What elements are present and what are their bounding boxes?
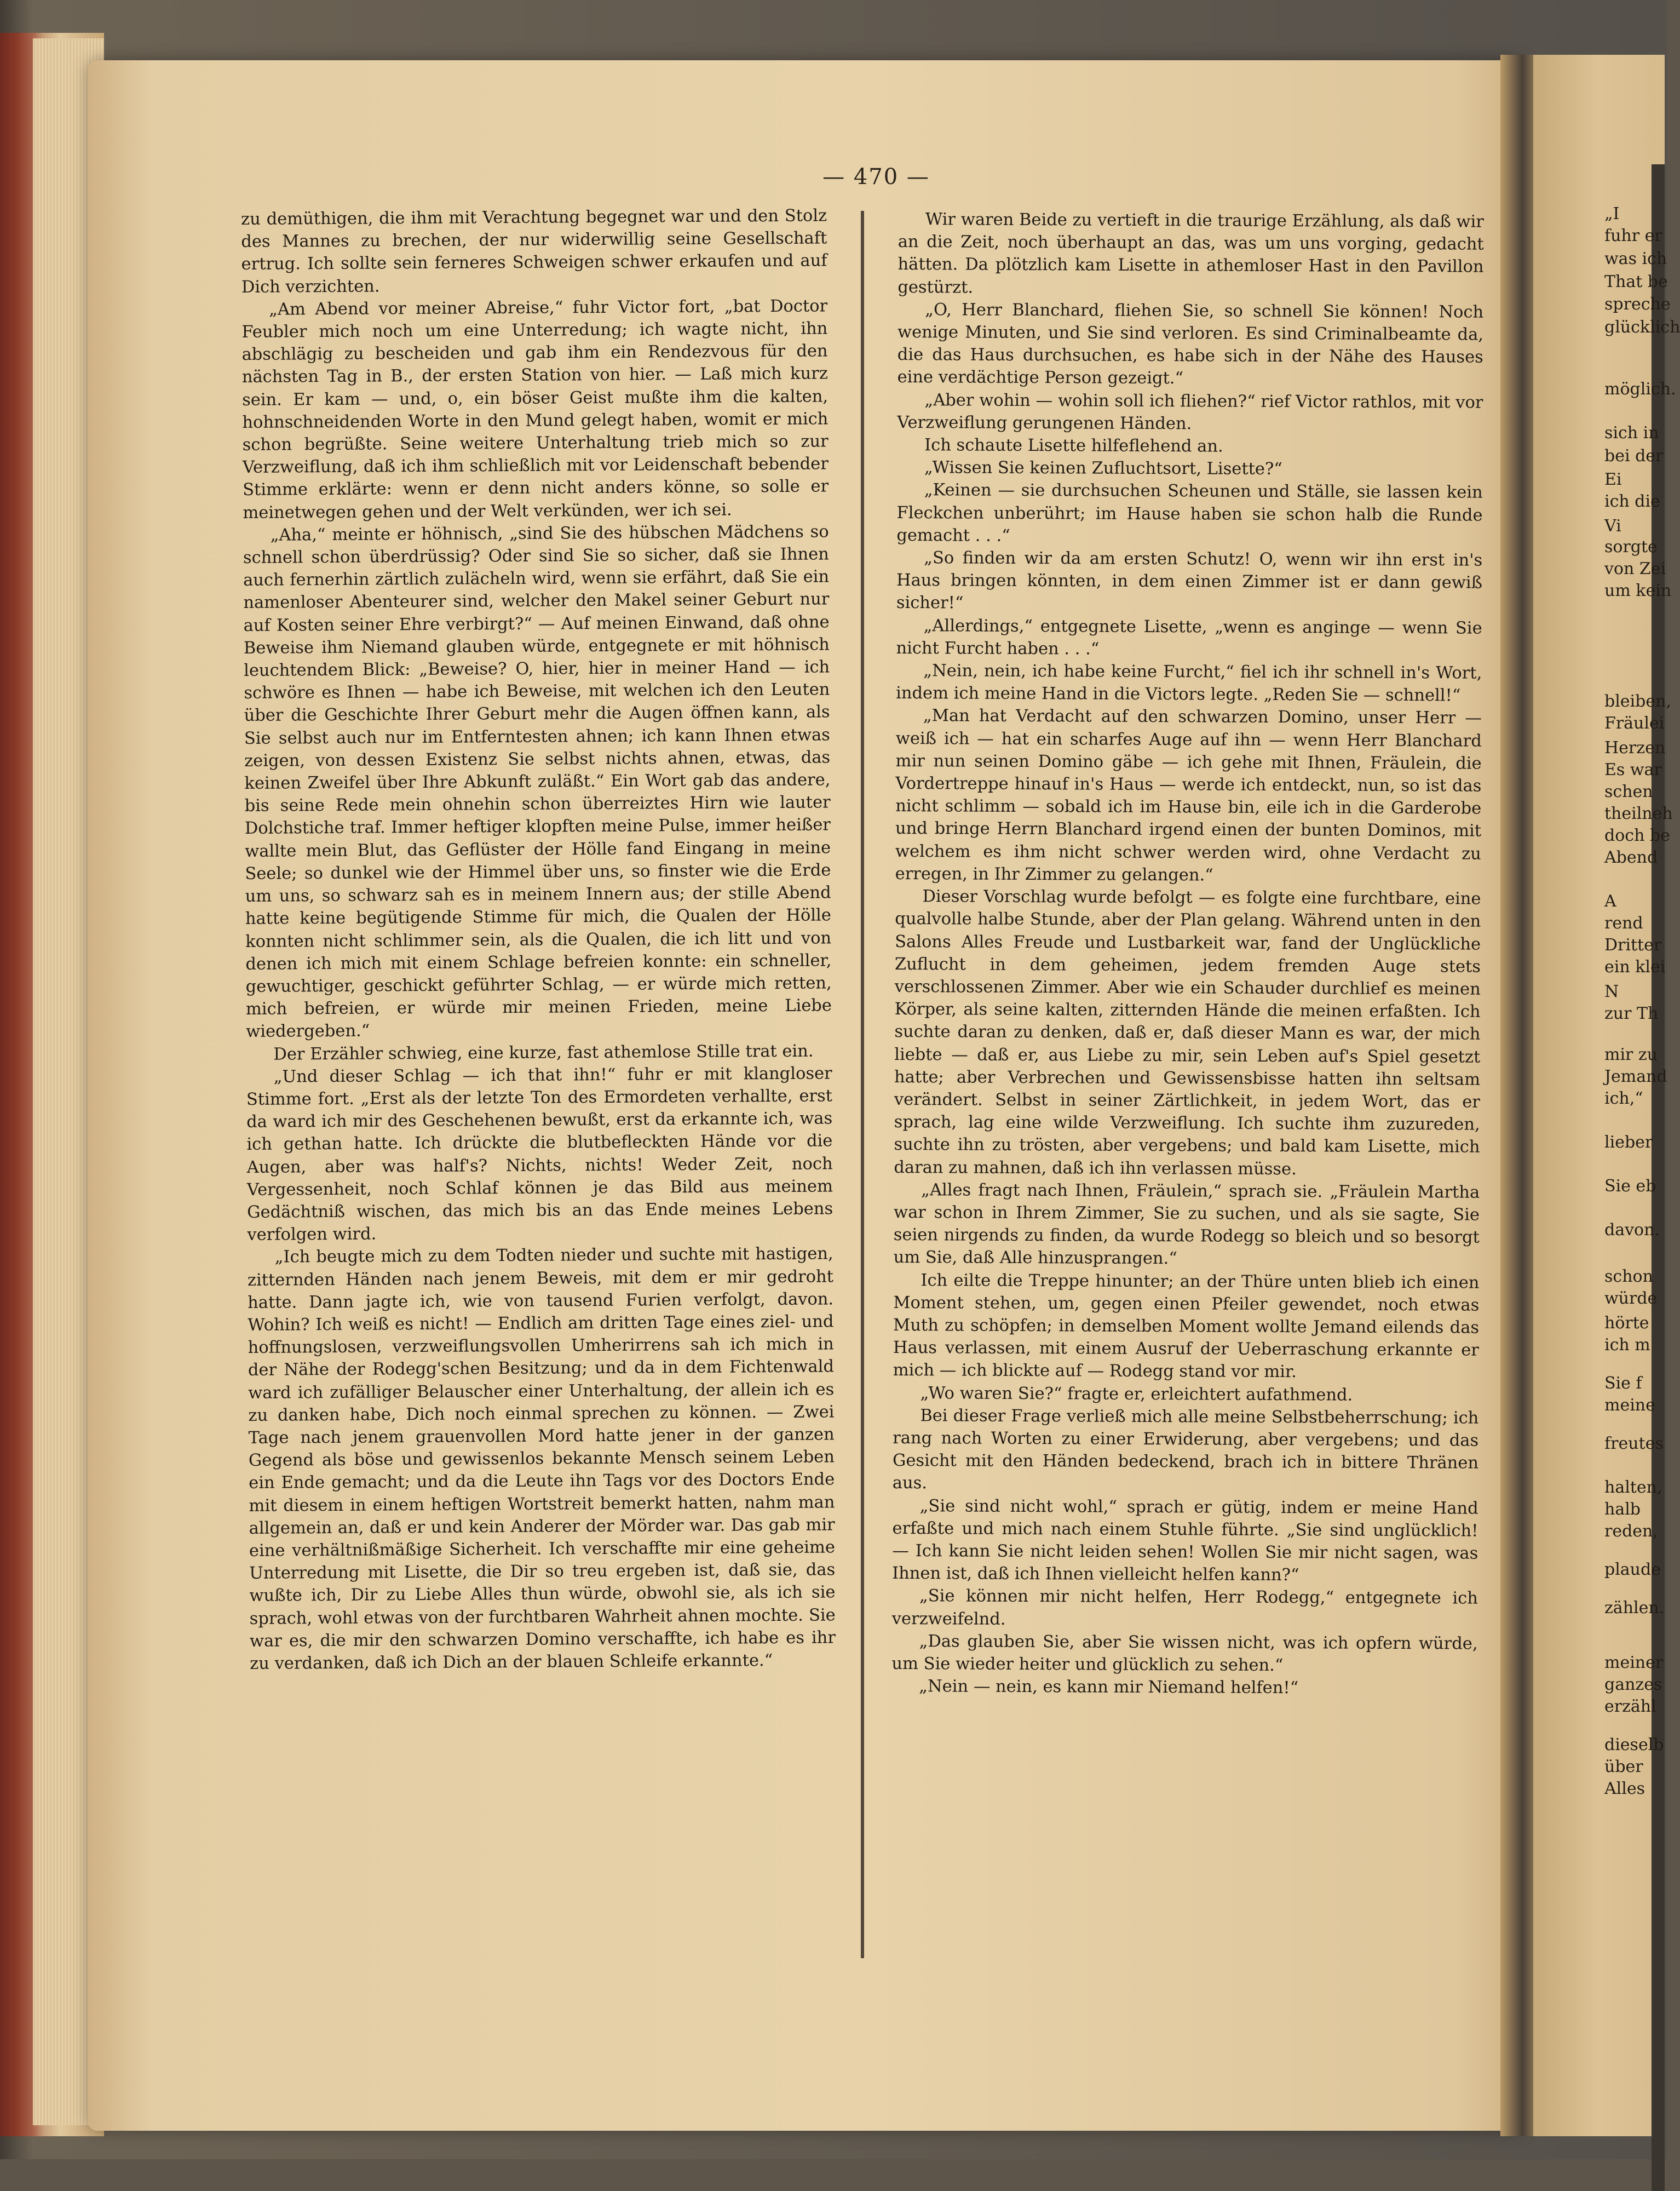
next-page-text-fragment: Vi xyxy=(1604,517,1621,536)
next-page-text-fragment: Es war xyxy=(1604,760,1662,779)
next-page-text-fragment: meine xyxy=(1604,1396,1655,1415)
paragraph: „Ich beugte mich zu dem Todten nieder und suchte mit hastigen, zitternden Händen nach jenem Beweis, mit dem er mir gedroht hatte. Dann jagte ich, wie von tausend Furien verfolgt, davon. Wohin? Ich weiß es nicht! — Endlich am dritten Tage eines ziel- und hoffnungslosen, verzweiflungsvollen Umherirrens sah ich mich in der Nähe der Rodegg'schen Besitzung; und da in dem Fichtenwald ward ich zufälliger Belauscher einer Unterhaltung, der allein ich es zu danken habe, Dich noch einmal sprechen zu können. — Zwei Tage nach jenem grauenvollen Mord hatte jener in der ganzen Gegend als böse und gewissenlos bekannte Mensch seinem Leben ein Ende gemacht; und da die Leute ihn Tags vor des Doctors Ende mit diesem in einem heftigen Wortstreit bemerkt hatten, nahm man allgemein an, daß er und kein Anderer der Mörder war. Das gab mir eine verhältnißmäßige Sicherheit. Ich verschaffte mir eine geheime Unterredung mit Lisette, die Dir so treu ergeben ist, daß sie, das wußte ich, Dir zu Liebe Alles thun würde, obwohl sie, als ich sie sprach, wohl etwas von der furchtbaren Wahrheit ahnen mochte. Sie war es, die mir den schwarzen Domino verschaffte, ich habe es ihr zu verdanken, daß ich Dich an der blauen Schleife erkannte.“ xyxy=(247,1244,836,1673)
paragraph: „Alles fragt nach Ihnen, Fräulein,“ sprach sie. „Fräulein Martha war schon in Ihrem Zimmer, Sie zu suchen, und als sie sagte, Sie seien nirgends zu finden, da wurde Rodegg so bleich und so besorgt um Sie, daß Alle hinzusprangen.“ xyxy=(893,1180,1480,1269)
next-page-text-fragment: sich in xyxy=(1604,423,1659,443)
paragraph: Der Erzähler schwieg, eine kurze, fast athemlose Stille trat ein. xyxy=(273,1041,814,1064)
column-divider xyxy=(861,211,864,1958)
next-page-text-fragment: theilneh xyxy=(1604,804,1673,823)
next-page-text-fragment: meiner xyxy=(1604,1653,1664,1672)
next-page-text-fragment: N xyxy=(1604,982,1619,1001)
paragraph: „So finden wir da am ersten Schutz! O, wenn wir ihn erst in's Haus bringen könnten, in dem einen Zimmer ist er dann gewiß sicher!“ xyxy=(896,548,1483,613)
next-page-text-fragment: mir zu xyxy=(1604,1045,1658,1064)
paragraph: „Nein, nein, ich habe keine Furcht,“ fiel ich ihr schnell in's Wort, indem ich meine Hand in die Victors legte. „Reden Sie — schnell!“ xyxy=(896,661,1482,706)
paragraph: „Keinen — sie durchsuchen Scheunen und Ställe, sie lassen kein Fleckchen unberührt; im Hause haben sie schon halb die Runde gemacht . . .“ xyxy=(896,480,1483,546)
next-page-edge xyxy=(1533,55,1665,2136)
paragraph: „Aber wohin — wohin soll ich fliehen?“ rief Victor rathlos, mit vor Verzweiflung gerungenen Händen. xyxy=(897,390,1483,434)
next-page-text-fragment: ich die xyxy=(1604,492,1660,511)
text-column-left xyxy=(241,204,836,1675)
next-page-text-fragment: ich,“ xyxy=(1604,1089,1643,1108)
next-page-text-fragment: That be xyxy=(1604,272,1668,291)
next-page-text-fragment: über xyxy=(1604,1757,1643,1776)
paragraph: „Wo waren Sie?“ fragte er, erleichtert aufathmend. xyxy=(920,1383,1353,1405)
next-page-text-fragment: Dritter xyxy=(1604,936,1662,955)
next-page-text-fragment: Jemand xyxy=(1604,1067,1667,1086)
paragraph: Dieser Vorschlag wurde befolgt — es folgte eine furchtbare, eine qualvolle halbe Stunde, aber der Plan gelang. Während unten in den Salons Alles Freude und Lustbarkeit war, fand der Unglückliche Zuflucht in dem geheimen, jedem fremden Auge stets verschlossenen Zimmer. Aber wie ein Schauder durchlief es meinen Körper, als seine kalten, zitternden Hände die meinen erfaßten. Ich suchte daran zu denken, daß er, daß dieser Mann es war, der mich liebte — daß er, aus Liebe zu mir, sein Leben auf's Spiel gesetzt hatte; aber Verbrechen und Gewissensbisse hatten ihn seltsam verändert. Selbst in seiner Zärtlichkeit, in jedem Wort, das er sprach, lag eine wilde Verzweiflung. Ich suchte ihm zuzureden, suchte ihn zu trösten, aber vergebens; und bald kam Lisette, mich daran zu mahnen, daß ich ihn verlassen müsse. xyxy=(894,887,1481,1179)
next-page-text-fragment: dieselb xyxy=(1604,1735,1664,1754)
next-page-text-fragment: bleiben, xyxy=(1604,692,1671,711)
next-page-text-fragment: A xyxy=(1604,892,1616,911)
paragraph: „Aha,“ meinte er höhnisch, „sind Sie des hübschen Mädchens so schnell schon überdrüssig? Oder sind Sie so sicher, daß sie Ihnen auch fernerhin zärtlich zulächeln wird, wenn sie erfährt, daß Sie ein namenloser Abenteurer sind, welcher den Makel seiner Geburt nur auf Kosten seiner Ehre verbirgt?“ — Auf meinen Einwand, daß ohne Beweise ihm Niemand glauben würde, entgegnete er mit höhnisch leuchtendem Blick: „Beweise? O, hier, hier in meiner Hand — ich schwöre es Ihnen — habe ich Beweise, mit welchen ich den Leuten über die Geschichte Ihrer Geburt mehr die Augen öffnen kann, als Sie selbst auch nur im Entferntesten ahnen; ich kann Ihnen etwas zeigen, von dessen Existenz Sie selbst nichts ahnen, etwas, das keinen Zweifel über Ihre Abkunft zuläßt.“ Ein Wort gab das andere, bis seine Rede mein ohnehin schon überreiztes Hirn wie lauter Dolchstiche traf. Immer heftiger klopften meine Pulse, immer heißer wallte mein Blut, das Geflüster der Hölle fand Eingang in meine Seele; so dunkel wie der Himmel über uns, so finster wie die Erde um uns, so schwarz sah es in meinem Innern aus; der stille Abend hatte keine begütigende Stimme für mich, die Qualen der Hölle konnten nicht schlimmer sein, als die Qualen, die ich litt und von denen ich mich mit einem Schlage befreien konnte: ein schneller, gewuchtiger, geschickt geführter Schlag, — er würde mich retten, mich befreien, er würde mir meinen Frieden, meine Liebe wiedergeben.“ xyxy=(243,522,832,1042)
text-column-right xyxy=(891,208,1484,1700)
next-page-text-fragment: plaude xyxy=(1604,1560,1661,1579)
next-page-text-fragment: von Zei xyxy=(1604,559,1666,578)
next-page-text-fragment: davon. xyxy=(1604,1220,1660,1240)
paragraph: zu demüthigen, die ihm mit Verachtung begegnet war und den Stolz des Mannes zu brechen, der nur widerwillig seine Gesellschaft ertrug. Ich sollte sein ferneres Schweigen schwer erkaufen und auf Dich verzichten. xyxy=(241,206,827,297)
paragraph: „Allerdings,“ entgegnete Lisette, „wenn es anginge — wenn Sie nicht Furcht haben . . .“ xyxy=(896,616,1482,659)
next-page-text-fragment: spreche xyxy=(1604,295,1671,314)
paragraph: Ich eilte die Treppe hinunter; an der Thüre unten blieb ich einen Moment stehen, um, gegen einen Pfeiler gewendet, noch etwas Muth zu schöpfen; in demselben Moment wollte Jemand eilends das Haus verlassen, mit einem Ausruf der Ueberraschung erkannte er mich — ich blickte auf — Rodegg stand vor mir. xyxy=(893,1270,1480,1382)
next-page-text-fragment: „I xyxy=(1604,204,1620,223)
next-page-text-fragment: schen xyxy=(1604,782,1653,801)
next-page-text-fragment: Sie eb xyxy=(1604,1177,1656,1196)
next-page-text-fragment: lieber xyxy=(1604,1133,1653,1152)
next-page-text-fragment: doch be xyxy=(1604,826,1670,845)
paragraph: „Wissen Sie keinen Zufluchtsort, Lisette?“ xyxy=(924,458,1282,479)
paragraph: „O, Herr Blanchard, fliehen Sie, so schnell Sie können! Noch wenige Minuten, und Sie sind verloren. Es sind Criminalbeamte da, die das Haus durchsuchen, es habe sich in der Nähe des Hauses eine verdächtige Person gezeigt.“ xyxy=(897,300,1484,388)
next-page-text-fragment: Sie f xyxy=(1604,1374,1642,1393)
paragraph: „Sie können mir nicht helfen, Herr Rodegg,“ entgegnete ich verzweifelnd. xyxy=(891,1586,1478,1629)
next-page-text-fragment: reden, xyxy=(1604,1522,1658,1541)
next-page-text-fragment: Abend xyxy=(1604,848,1658,867)
next-page-text-fragment: möglich. xyxy=(1604,380,1676,399)
paragraph: „Nein — nein, es kann mir Niemand helfen!“ xyxy=(919,1677,1299,1698)
next-page-text-fragment: ganzes xyxy=(1604,1675,1662,1694)
paragraph: Wir waren Beide zu vertieft in die traurige Erzählung, als daß wir an die Zeit, noch überhaupt an das, was um uns vorging, gedacht hätten. Da plötzlich kam Lisette in athemloser Hast in den Pavillon gestürzt. xyxy=(897,210,1484,297)
next-page-text-fragment: glücklich xyxy=(1604,318,1680,337)
next-page-text-fragment: würde xyxy=(1604,1289,1658,1308)
next-page-text-fragment: schon xyxy=(1604,1267,1653,1286)
next-page-text-fragment: sorgte xyxy=(1604,537,1658,557)
paragraph: „Am Abend vor meiner Abreise,“ fuhr Victor fort, „bat Doctor Feubler mich noch um eine Unterredung; ich wagte nicht, ihn abschlägig zu bescheiden und gab ihm ein Rendezvous für den nächsten Tag in B., der ersten Station von hier. — Laß mich kurz sein. Er kam — und, o, ein böser Geist mußte ihm die kalten, hohnschneidenden Worte in den Mund gelegt haben, womit er mich schon begrüßte. Seine weitere Unterhaltung trieb mich so zur Verzweiflung, daß ich ihm schließlich mit vor Leidenschaft bebender Stimme erklärte: wenn er denn nicht anders könne, so solle er meinetwegen gehen und der Welt verkünden, wer ich sei. xyxy=(241,296,829,523)
next-page-text-fragment: Alles xyxy=(1604,1779,1646,1798)
next-page-text-fragment: erzähl xyxy=(1604,1697,1656,1716)
paragraph: Ich schaute Lisette hilfeflehend an. xyxy=(924,435,1223,456)
next-page-text-fragment: zur Th xyxy=(1604,1004,1659,1023)
paragraph: „Und dieser Schlag — ich that ihn!“ fuhr er mit klangloser Stimme fort. „Erst als der letzte Ton des Ermordeten verhallte, erst da ward ich mir des Geschehenen bewußt, erst da erkannte ich, was ich gethan hatte. Ich drückte die blutbefleckten Hände vor die Augen, aber was half's? Nichts, nichts! Weder Zeit, noch Vergessenheit, noch Schlaf können je das Bild aus meinem Gedächtniß wischen, das mich bis an das Ende meines Lebens verfolgen wird. xyxy=(246,1064,833,1245)
next-page-text-fragment: halten, xyxy=(1604,1478,1662,1497)
next-page-text-fragment: bei der xyxy=(1604,446,1664,466)
paragraph: Bei dieser Frage verließ mich alle meine Selbstbeherrschung; ich rang nach Worten zu einer Erwiderung, aber vergebens; und das Gesicht mit den Händen bedeckend, brach ich in bittere Thränen aus. xyxy=(892,1406,1479,1493)
next-page-text-fragment: hörte xyxy=(1604,1314,1649,1333)
paragraph: „Man hat Verdacht auf den schwarzen Domino, unser Herr — weiß ich — hat ein scharfes Auge auf ihn — wenn Herr Blanchard mir nun seinen Domino gäbe — ich gehe mit Ihnen, Fräulein, die Vordertreppe hinauf in's Haus — werde ich entdeckt, nun, so ist das nicht schlimm — sobald ich im Hause bin, eile ich in die Garderobe und bringe Herrn Blanchard irgend einen der bunten Dominos, mit welchem es ihm nicht schwer werden wird, ohne Verdacht zu erregen, in Ihr Zimmer zu gelangen.“ xyxy=(895,706,1482,885)
next-page-text-fragment: Fräulei xyxy=(1604,714,1665,733)
next-page-text-fragment: ich m xyxy=(1604,1335,1650,1355)
next-page-text-fragment: Ei xyxy=(1604,470,1622,489)
next-page-text-fragment: Herzen xyxy=(1604,738,1666,758)
next-page-text-fragment: freutes xyxy=(1604,1434,1664,1453)
page-number: — 470 — xyxy=(822,164,930,190)
next-page-text-fragment: fuhr er xyxy=(1604,226,1662,245)
paragraph: „Sie sind nicht wohl,“ sprach er gütig, indem er meine Hand erfaßte und mich nach einem Stuhle führte. „Sie sind unglücklich! — Ich kann Sie nicht leiden sehen! Wollen Sie mir nicht sagen, was Ihnen ist, daß ich Ihnen vielleicht helfen kann?“ xyxy=(892,1496,1478,1585)
paragraph: „Das glauben Sie, aber Sie wissen nicht, was ich opfern würde, um Sie wieder heiter und glücklich zu sehen.“ xyxy=(891,1631,1478,1676)
next-page-text-fragment: rend xyxy=(1604,914,1643,933)
next-page-text-fragment: zählen. xyxy=(1604,1598,1665,1618)
next-page-text-fragment: halb xyxy=(1604,1500,1641,1519)
next-page-text-fragment: ein klei xyxy=(1604,957,1666,977)
next-page-text-fragment: um kein xyxy=(1604,581,1672,600)
next-page-text-fragment: was ich xyxy=(1604,249,1667,268)
